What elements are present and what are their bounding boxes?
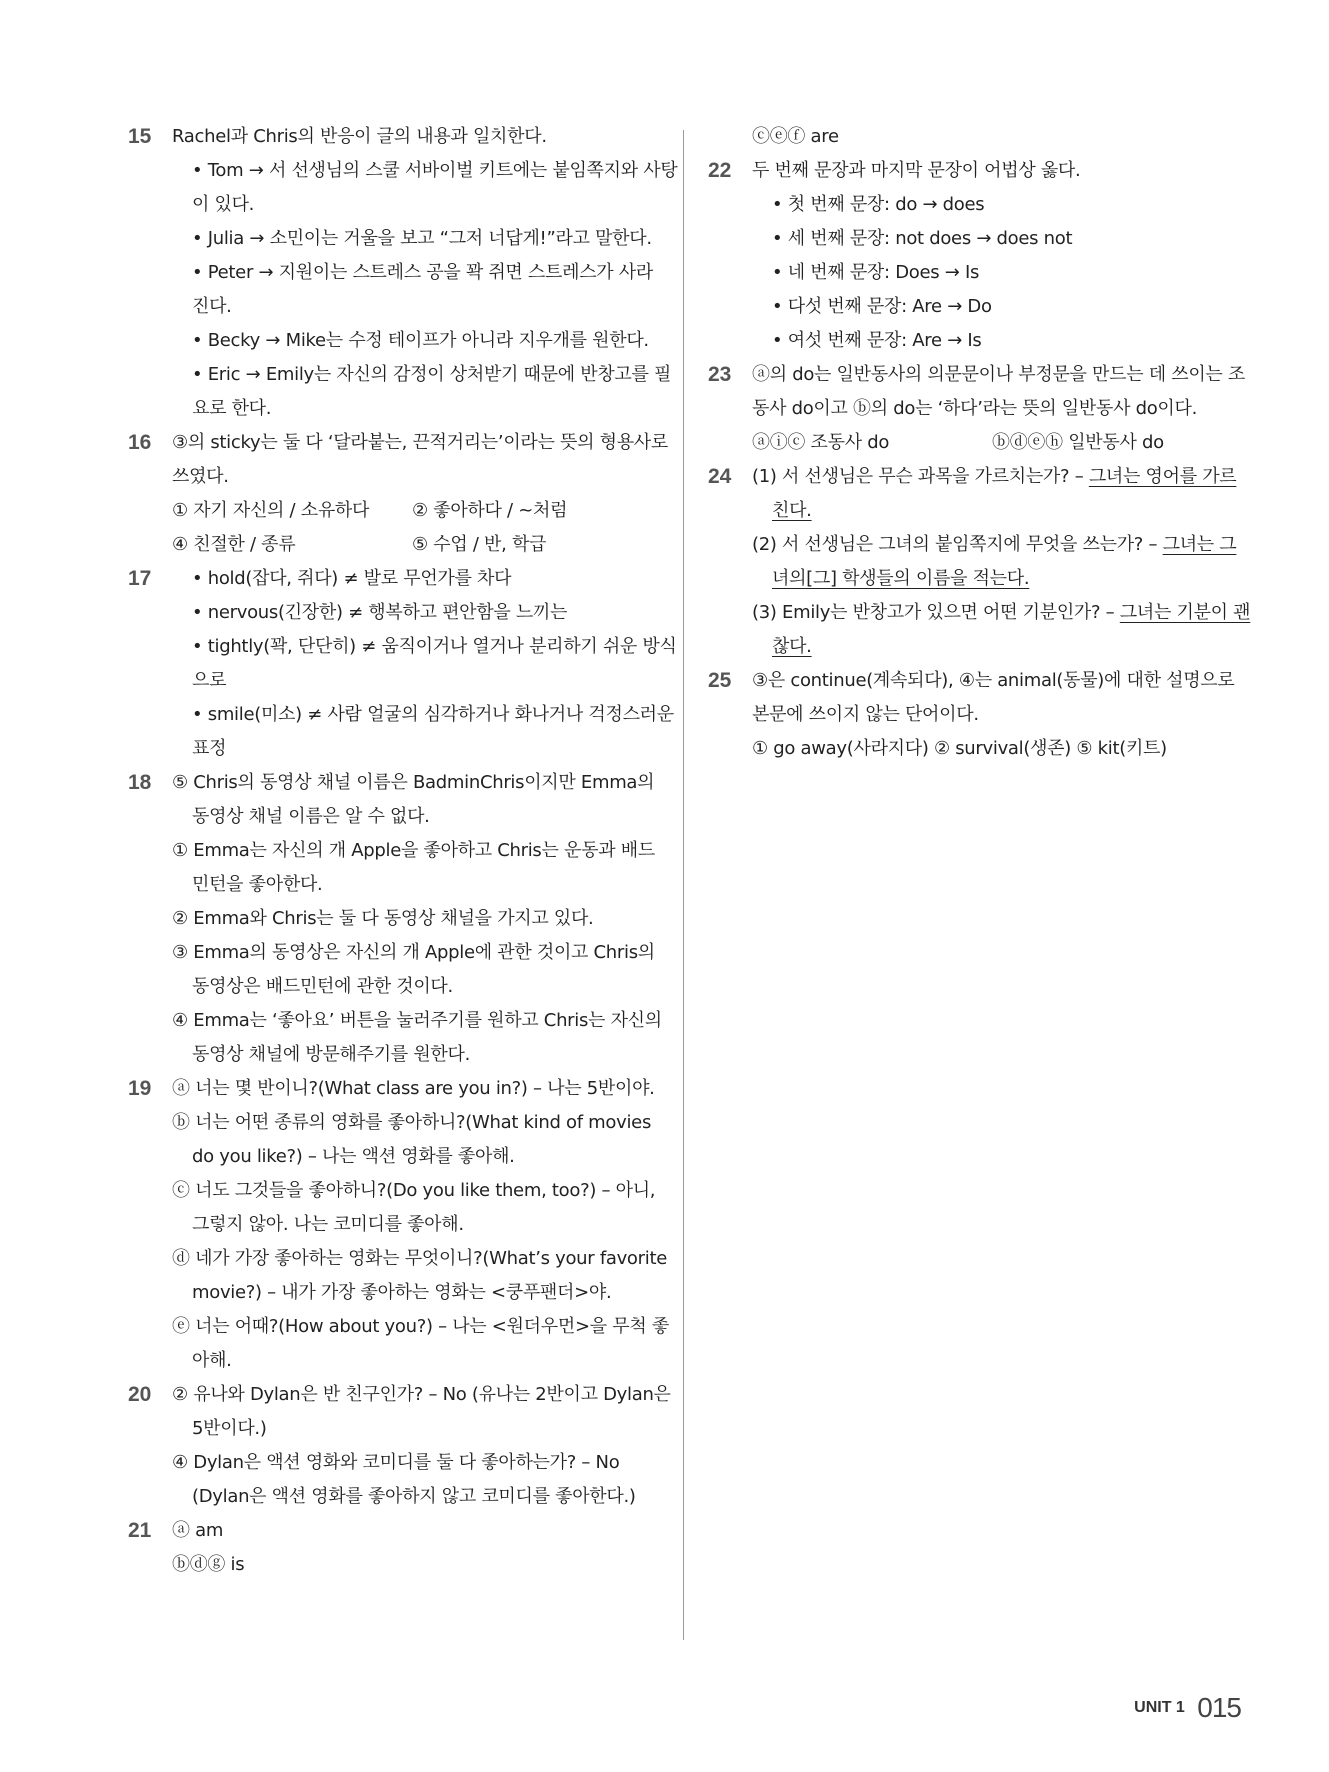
answer-text: ⓐ의 do는 일반동사의 의문문이나 부정문을 만드는 데 쓰이는 조 xyxy=(752,364,1246,385)
question-number: 17 xyxy=(128,567,152,590)
bullet-item: • Julia → 소민이는 거울을 보고 “그저 너답게!”라고 말한다. xyxy=(192,228,652,249)
answer-19 xyxy=(128,1072,669,1378)
question-number: 16 xyxy=(128,431,152,454)
bullet-item: • 첫 번째 문장: do → does xyxy=(772,194,985,215)
underlined-answer: 그녀는 그 xyxy=(1162,534,1237,555)
answer-21 xyxy=(128,1514,658,1582)
dialog-item: ⓐ 너는 몇 반이니?(What class are you in?) – 나는 5반이야. xyxy=(172,1078,655,1099)
answer-15 xyxy=(128,120,678,426)
underlined-answer: 그녀는 기분이 괜 xyxy=(1119,602,1251,623)
answer-25 xyxy=(708,664,1238,766)
answer-21-continued xyxy=(708,120,1238,154)
answer-text: 쓰였다. xyxy=(172,466,229,487)
answer-text: 두 번째 문장과 마지막 문장이 어법상 옳다. xyxy=(752,160,1081,181)
bullet-item-cont: 요로 한다. xyxy=(192,398,272,419)
option-item: ③ Emma의 동영상은 자신의 개 Apple에 관한 것이고 Chris의 xyxy=(172,942,655,963)
option-item: ② 유나와 Dylan은 반 친구인가? – No (유나는 2반이고 Dylan은 xyxy=(172,1384,671,1405)
answer-text: Rachel과 Chris의 반응이 글의 내용과 일치한다. xyxy=(172,126,547,147)
answer-23 xyxy=(708,358,1246,460)
option-item: ① 자기 자신의 / 소유하다 xyxy=(172,500,370,521)
answer-text: ③은 continue(계속되다), ④는 animal(동물)에 대한 설명으로 xyxy=(752,670,1235,691)
left-column xyxy=(128,120,678,1582)
question-number: 22 xyxy=(708,159,732,182)
answer-24 xyxy=(708,460,1251,664)
answer-17 xyxy=(128,562,677,766)
option-item: ⑤ 수업 / 반, 학급 xyxy=(412,534,547,555)
dialog-item-cont: movie?) – 내가 가장 좋아하는 영화는 <쿵푸팬더>야. xyxy=(192,1282,612,1303)
option-item: ⓐⓘⓒ 조동사 do xyxy=(752,432,890,453)
bullet-item: • Peter → 지원이는 스트레스 공을 꽉 쥐면 스트레스가 사라 xyxy=(192,262,653,283)
dialog-item-cont: 그렇지 않아. 나는 코미디를 좋아해. xyxy=(192,1214,464,1235)
answer-16 xyxy=(128,426,668,562)
dialog-item-cont: do you like?) – 나는 액션 영화를 좋아해. xyxy=(192,1146,515,1167)
answer-text: 동사 do이고 ⓑ의 do는 ‘하다’라는 뜻의 일반동사 do이다. xyxy=(752,398,1198,419)
answer-text: ⓐ am xyxy=(172,1520,224,1541)
underlined-answer: 녀의[그] 학생들의 이름을 적는다. xyxy=(772,568,1030,589)
bullet-item: • 네 번째 문장: Does → Is xyxy=(772,262,980,283)
question-number: 15 xyxy=(128,125,152,148)
option-item-cont: 5반이다.) xyxy=(192,1418,267,1439)
bullet-item: • 다섯 번째 문장: Are → Do xyxy=(772,296,992,317)
question-number: 18 xyxy=(128,771,152,794)
bullet-item: • Becky → Mike는 수정 테이프가 아니라 지우개를 원한다. xyxy=(192,330,649,351)
option-item: ② Emma와 Chris는 둘 다 동영상 채널을 가지고 있다. xyxy=(172,908,594,929)
question-number: 21 xyxy=(128,1519,152,1542)
dialog-item: ⓔ 너는 어때?(How about you?) – 나는 <원더우먼>을 무척 좋 xyxy=(172,1316,669,1337)
answer-text: ⑤ Chris의 동영상 채널 이름은 BadminChris이지만 Emma의 xyxy=(172,772,655,793)
underlined-answer: 그녀는 영어를 가르 xyxy=(1088,466,1237,487)
option-item: ④ Dylan은 액션 영화와 코미디를 둘 다 좋아하는가? – No xyxy=(172,1452,620,1473)
underlined-answer: 친다. xyxy=(772,500,812,521)
question-text: (1) 서 선생님은 무슨 과목을 가르치는가? – xyxy=(752,466,1089,487)
option-item-cont: 민턴을 좋아한다. xyxy=(192,874,323,895)
question-number: 19 xyxy=(128,1077,152,1100)
bullet-item: • nervous(긴장한) ≠ 행복하고 편안함을 느끼는 xyxy=(192,602,568,623)
bullet-item: • Eric → Emily는 자신의 감정이 상처받기 때문에 반창고를 필 xyxy=(192,364,672,385)
option-list: ① go away(사라지다) ② survival(생존) ⑤ kit(키트) xyxy=(752,738,1167,759)
bullet-item: • Tom → 서 선생님의 스쿨 서바이벌 키트에는 붙임쪽지와 사탕 xyxy=(192,160,678,181)
bullet-item: • hold(잡다, 쥐다) ≠ 발로 무언가를 차다 xyxy=(192,568,512,589)
right-column xyxy=(708,120,1251,766)
bullet-item-cont: 으로 xyxy=(192,670,227,691)
question-number: 23 xyxy=(708,363,732,386)
question-number: 24 xyxy=(708,465,732,488)
question-number: 20 xyxy=(128,1383,152,1406)
column-divider xyxy=(683,130,684,1640)
option-item-cont: 동영상은 배드민턴에 관한 것이다. xyxy=(192,976,453,997)
bullet-item-cont: 이 있다. xyxy=(192,194,255,215)
bullet-item-cont: 진다. xyxy=(192,296,232,317)
dialog-item-cont: 아해. xyxy=(192,1350,232,1371)
answer-text: ③의 sticky는 둘 다 ‘달라붙는, 끈적거리는’이라는 뜻의 형용사로 xyxy=(172,432,668,453)
option-item: ① Emma는 자신의 개 Apple을 좋아하고 Chris는 운동과 배드 xyxy=(172,840,655,861)
option-item: ④ 친절한 / 종류 xyxy=(172,534,296,555)
bullet-item-cont: 표정 xyxy=(192,738,227,759)
bullet-item: • 세 번째 문장: not does → does not xyxy=(772,228,1073,249)
option-item-cont: (Dylan은 액션 영화를 좋아하지 않고 코미디를 좋아한다.) xyxy=(192,1486,636,1507)
dialog-item: ⓒ 너도 그것들을 좋아하니?(Do you like them, too?) – 아니, xyxy=(172,1180,656,1201)
page-number: 015 xyxy=(1197,1692,1241,1723)
answer-text: ⓑⓓⓖ is xyxy=(172,1554,245,1575)
dialog-item: ⓓ 네가 가장 좋아하는 영화는 무엇이니?(What’s your favorite xyxy=(172,1248,667,1269)
bullet-item: • 여섯 번째 문장: Are → Is xyxy=(772,330,982,351)
option-item: ⓑⓓⓔⓗ 일반동사 do xyxy=(992,432,1164,453)
question-text: (3) Emily는 반창고가 있으면 어떤 기분인가? – xyxy=(752,602,1120,623)
option-item: ④ Emma는 ‘좋아요’ 버튼을 눌러주기를 원하고 Chris는 자신의 xyxy=(172,1010,662,1031)
unit-label: UNIT 1 xyxy=(1134,1699,1185,1716)
question-number: 25 xyxy=(708,669,732,692)
question-text: (2) 서 선생님은 그녀의 붙임쪽지에 무엇을 쓰는가? – xyxy=(752,534,1163,555)
answer-text-cont: 동영상 채널 이름은 알 수 없다. xyxy=(192,806,430,827)
dialog-item: ⓑ 너는 어떤 종류의 영화를 좋아하니?(What kind of movies xyxy=(172,1112,652,1133)
bullet-item: • smile(미소) ≠ 사람 얼굴의 심각하거나 화나거나 걱정스러운 xyxy=(192,704,674,725)
page-footer xyxy=(1134,1692,1241,1724)
answer-22 xyxy=(708,154,1238,358)
answer-20 xyxy=(128,1378,671,1514)
option-item: ② 좋아하다 / ~처럼 xyxy=(412,500,568,521)
answer-18 xyxy=(128,766,662,1072)
option-item-cont: 동영상 채널에 방문해주기를 원한다. xyxy=(192,1044,471,1065)
underlined-answer: 찮다. xyxy=(772,636,812,657)
answer-text: ⓒⓔⓕ are xyxy=(752,126,839,147)
answer-text: 본문에 쓰이지 않는 단어이다. xyxy=(752,704,979,725)
bullet-item: • tightly(꽉, 단단히) ≠ 움직이거나 열거나 분리하기 쉬운 방식 xyxy=(192,636,677,657)
